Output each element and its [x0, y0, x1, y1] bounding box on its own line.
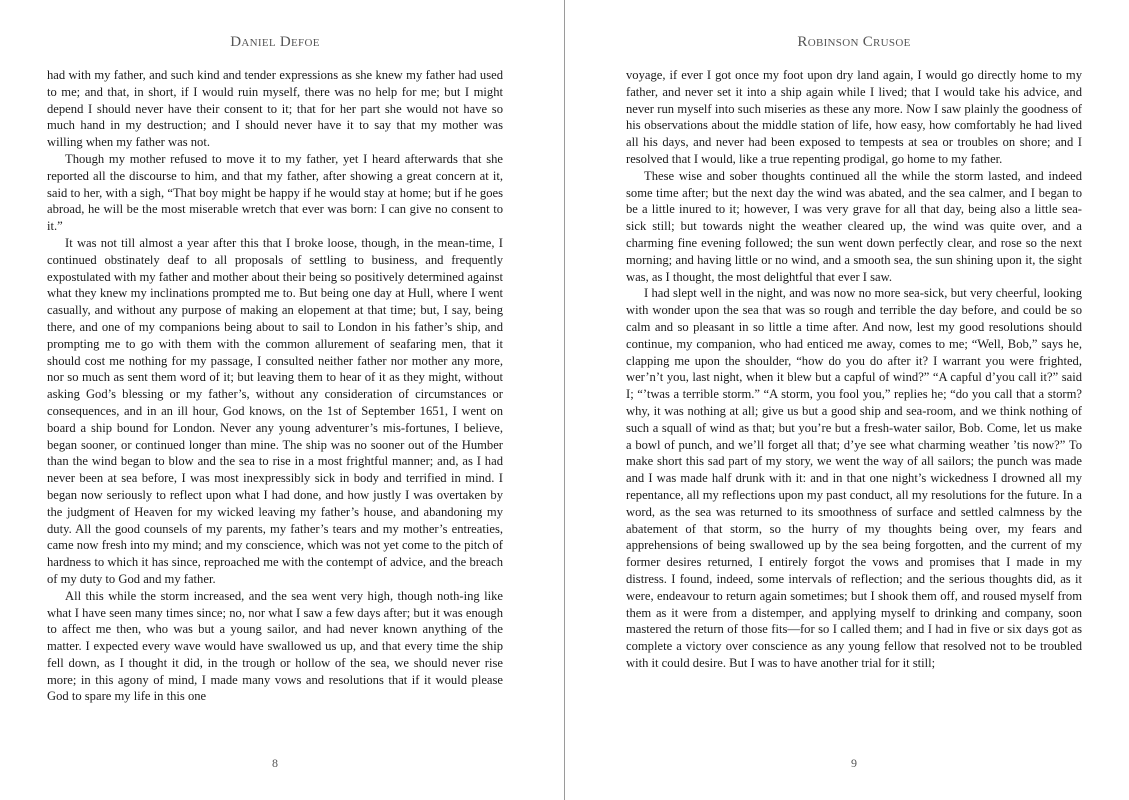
page-number: 8 [272, 756, 278, 770]
paragraph: I had slept well in the night, and was now no more sea-sick, but very cheerful, looking with wonder upon the sea that was so rough and terrible the day before, and could be so calm and so pleasant in so little a time after. And now, lest my good resolutions should continue, my companion, who had enticed me away, comes to me; “Well, Bob,” says he, clapping me upon the shoulder, “how do you do after it? I warrant you were frighted, wer’n’t you, last night, when it blew but a capful of wind?” “A capful d’you call it?” said I; “’twas a terrible storm.” “A storm, you fool you,” replies he; “do you call that a storm? why, it was nothing at all; give us but a good ship and sea-room, and we think nothing of such a squall of wind as that; but you’re but a fresh-water sailor, Bob. Come, let us make a bowl of punch, and we’ll forget all that; d’ye see what charming weather ’tis now?” To make short this sad part of my story, we went the way of all sailors; the punch was made and I was made half drunk with it: and in that one night’s wickedness I drowned all my repentance, all my reflections upon my past conduct, all my resolutions for the future. In a word, as the sea was returned to its smoothness of surface and settled calmness by the abatement of that storm, so the hurry of my thoughts being over, my fears and apprehensions of being swallowed up by the sea being forgotten, and the current of my former desires returned, I entirely forgot the vows and promises that I made in my distress. I found, indeed, some intervals of reflection; and the serious thoughts did, as it were, endeavour to return again sometimes; but I shook them off, and roused myself from them as it were from a distemper, and applying myself to drinking and company, soon mastered the return of those fits—for so I called them; and I had in five or six days got as complete a victory over conscience as any young fellow that resolved not to be troubled with it could desire. But I was to have another trial for it still; [626, 286, 1082, 670]
running-header-title: Robinson Crusoe [797, 34, 911, 50]
right-page-body [626, 67, 1082, 672]
paragraph: It was not till almost a year after this that I broke loose, though, in the mean-time, I continued obstinately deaf to all proposals of settling to business, and frequently expostulated with my father and mother about their being so positively determined against what they knew my inclinations prompted me to. But being one day at Hull, where I went casually, and without any purpose of making an elopement at that time; but, I say, being there, and one of my companions being about to sail to London in his father’s ship, and prompting me to go with them with the common allurement of seafaring men, that it should cost me nothing for my passage, I consulted neither father nor mother any more, nor so much as sent them word of it; but leaving them to hear of it as they might, without asking God’s blessing or my father’s, without any consideration of circumstances or consequences, and in an ill hour, God knows, on the 1st of September 1651, I went on board a ship bound for London. Never any young adventurer’s mis-fortunes, I believe, began sooner, or continued longer than mine. The ship was no sooner out of the Humber than the wind began to blow and the sea to rise in a most frightful manner; and, as I had never been at sea before, I was most inexpressibly sick in body and terrified in mind. I began now seriously to reflect upon what I had done, and how justly I was overtaken by the judgment of Heaven for my wicked leaving my father’s house, and abandoning my duty. All the good counsels of my parents, my father’s tears and my mother’s entreaties, came now fresh into my mind; and my conscience, which was not yet come to the pitch of hardness to which it has since, reproached me with the contempt of advice, and the breach of my duty to God and my father. [47, 235, 503, 586]
right-page [626, 0, 1082, 800]
paragraph: voyage, if ever I got once my foot upon dry land again, I would go directly home to my father, and never set it into a ship again while I lived; that I would take his advice, and never run myself into such miseries as these any more. Now I saw plainly the goodness of his observations about the middle station of life, how easy, how comfortably he had lived all his days, and never had been exposed to tempests at sea or troubles on shore; and I resolved that I would, like a true repenting prodigal, go home to my father. [626, 68, 1082, 166]
running-header-author: Daniel Defoe [230, 34, 320, 50]
left-page-body [47, 67, 503, 705]
paragraph: These wise and sober thoughts continued all the while the storm lasted, and indeed some time after; but the next day the wind was abated, and the sea calmer, and I began to be a little inured to it; however, I was very grave for all that day, being also a little sea-sick still; but towards night the weather cleared up, the wind was quite over, and a charming fine evening followed; the sun went down perfectly clear, and rose so the next morning; and having little or no wind, and a smooth sea, the sun shining upon it, the sight was, as I thought, the most delightful that ever I saw. [626, 168, 1082, 284]
page-number: 9 [851, 756, 857, 770]
left-page [47, 0, 503, 800]
paragraph: All this while the storm increased, and the sea went very high, though noth-ing like what I have seen many times since; no, nor what I saw a few days after; but it was enough to affect me then, who was but a young sailor, and had never known anything of the matter. I expected every wave would have swallowed us up, and that every time the ship fell down, as I thought it did, in the trough or hollow of the sea, we should never rise more; in this agony of mind, I made many vows and resolutions that if it would please God to spare my life in this one [47, 588, 503, 704]
paragraph: Though my mother refused to move it to my father, yet I heard afterwards that she reported all the discourse to him, and that my father, after showing a great concern at it, said to her, with a sigh, “That boy might be happy if he would stay at home; but if he goes abroad, he will be the most miserable wretch that ever was born: I can give no consent to it.” [47, 151, 503, 234]
gutter-divider [564, 0, 565, 800]
paragraph: had with my father, and such kind and tender expressions as she knew my father had used to me; and that, in short, if I would ruin myself, there was no help for me; but I might depend I should never have their consent to it; that for her part she would not have so much hand in my destruction; and I should never have it to say that my mother was willing when my father was not. [47, 68, 503, 150]
